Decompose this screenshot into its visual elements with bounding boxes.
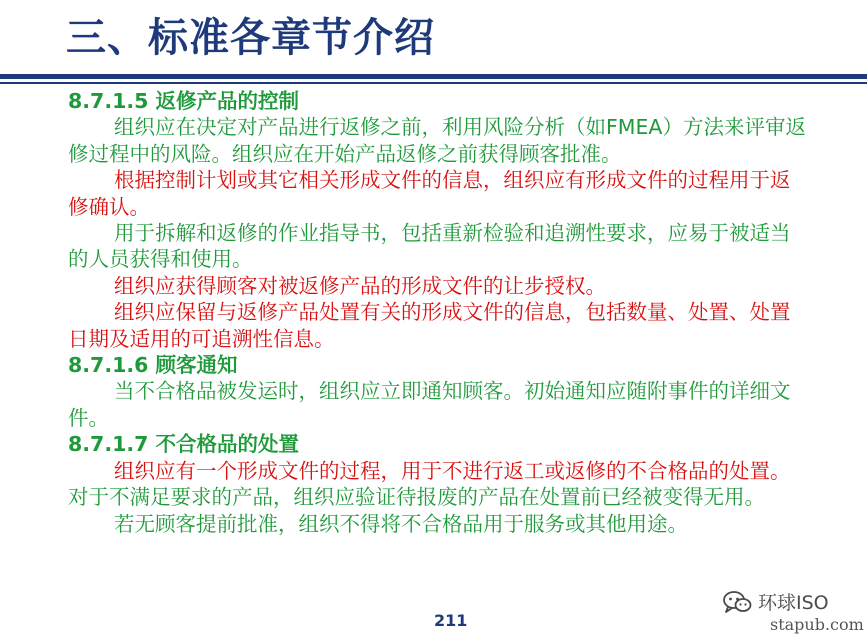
section-heading: 8.7.1.5 返修产品的控制: [68, 89, 300, 113]
paragraph: 若无顾客提前批准，组织不得将不合格品用于服务或其他用途。: [114, 511, 688, 536]
title-divider: [0, 74, 867, 79]
watermark-text: 环球ISO: [758, 592, 829, 614]
watermark: [722, 588, 829, 615]
paragraph: 当不合格品被发运时，组织应立即通知顾客。初始通知应随附事件的详细文件。: [68, 379, 791, 430]
section-heading: 8.7.1.7 不合格品的处置: [68, 432, 300, 457]
paragraph: 组织应在决定对产品进行返修之前，利用风险分析（如FMEA）方法来评审返修过程中的风险。组织应在开始产品返修之前获得顾客批准。: [68, 115, 806, 166]
paragraph: 用于拆解和返修的作业指导书，包括重新检验和追溯性要求，应易于被适当的人员获得和使用。: [68, 221, 791, 272]
paragraph: 组织应获得顾客对被返修产品的形成文件的让步授权。: [114, 273, 606, 298]
paragraph: [68, 458, 808, 511]
paragraph: 根据控制计划或其它相关形成文件的信息，组织应有形成文件的过程用于返修确认。: [68, 168, 791, 219]
page-number: 211: [434, 611, 468, 630]
paragraph: 组织应保留与返修产品处置有关的形成文件的信息，包括数量、处置、处置日期及适用的可追溯性信息。: [68, 300, 791, 351]
section-heading: 8.7.1.6 顾客通知: [68, 353, 238, 378]
paragraph-red-part: 组织应有一个形成文件的过程，用于不进行返工或返修的不合格品的处置。: [114, 458, 791, 483]
wechat-icon: [722, 589, 752, 615]
title-divider-thin: [0, 82, 867, 84]
paragraph-green-part: 对于不满足要求的产品，组织应验证待报废的产品在处置前已经被变得无用。: [68, 485, 765, 510]
site-url: stapub.com: [770, 615, 864, 634]
page-title: 三、标准各章节介绍: [66, 15, 435, 61]
slide-content: [68, 88, 808, 537]
